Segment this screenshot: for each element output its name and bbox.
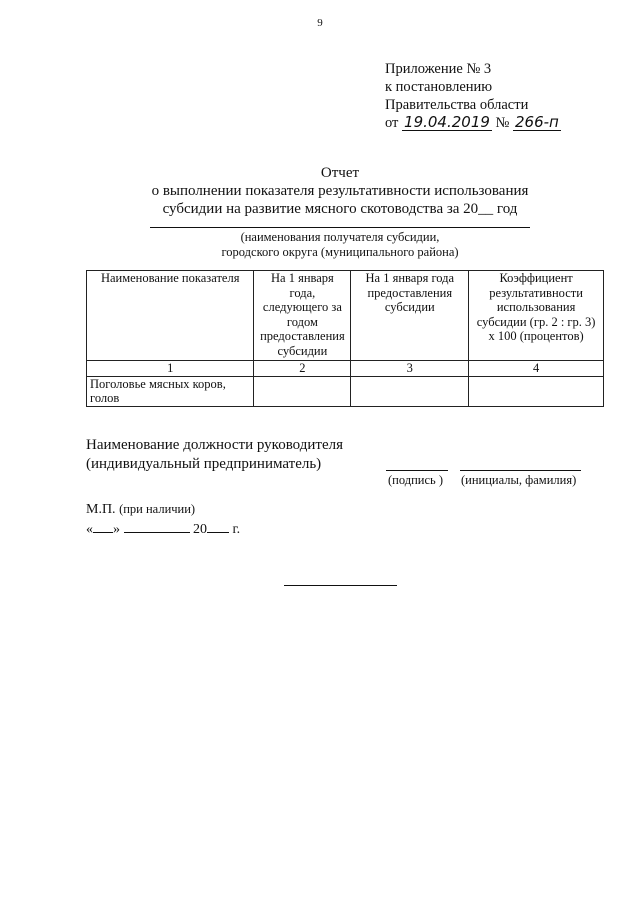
month-blank — [124, 520, 190, 533]
value-cell-next-year[interactable] — [254, 376, 351, 406]
appendix-authority: Правительства области — [385, 97, 529, 113]
signature-label: (подпись ) — [388, 473, 444, 487]
seal-note: (при наличии) — [119, 502, 196, 516]
header-current-year: На 1 января года предоставления субсидии — [351, 271, 469, 361]
recipient-caption — [150, 230, 530, 260]
year-prefix: 20 — [193, 522, 207, 537]
report-title-line2: о выполнении показателя результативности использования — [151, 183, 529, 199]
header-next-year: На 1 января года, следующего за годом предоставления субсидии — [254, 271, 351, 361]
value-cell-coefficient[interactable] — [469, 376, 604, 406]
table-header-row — [87, 271, 604, 361]
date-open-quote: « — [86, 522, 93, 537]
value-cell-current-year[interactable] — [351, 376, 469, 406]
year-blank — [207, 520, 229, 533]
signature-line — [386, 470, 448, 471]
column-number: 4 — [469, 361, 604, 377]
date-line — [86, 520, 240, 538]
report-table — [86, 270, 604, 407]
number-prefix: № — [495, 115, 510, 131]
head-position-line1: Наименование должности руководителя — [86, 437, 344, 453]
appendix-block — [385, 60, 561, 132]
date-prefix: от — [385, 115, 399, 131]
date-close-quote: » — [113, 522, 120, 537]
column-number: 2 — [254, 361, 351, 377]
head-position-line2: (индивидуальный предприниматель) — [86, 456, 322, 472]
indicator-cell: Поголовье мясных коров, голов — [87, 376, 254, 406]
recipient-caption-line1: (наименования получателя субсидии, — [240, 230, 440, 244]
column-number-row — [87, 361, 604, 377]
handwritten-number: 266-п — [515, 113, 559, 131]
head-position-block — [86, 436, 343, 474]
initials-label: (инициалы, фамилия) — [461, 473, 577, 487]
recipient-name-line — [150, 227, 530, 228]
column-number: 1 — [87, 361, 254, 377]
end-rule — [284, 585, 397, 586]
initials-line — [460, 470, 581, 471]
year-suffix: г. — [232, 522, 241, 537]
column-number: 3 — [351, 361, 469, 377]
report-title — [0, 164, 640, 218]
seal-block — [86, 500, 195, 519]
table-row — [87, 376, 604, 406]
header-indicator: Наименование показателя — [87, 271, 254, 361]
seal-mark: М.П. — [86, 502, 116, 517]
recipient-caption-line2: городского округа (муниципального района) — [221, 245, 459, 259]
appendix-date-number — [385, 114, 561, 132]
report-title-line3: субсидии на развитие мясного скотоводства за 20__ год — [162, 201, 518, 217]
header-coefficient: Коэффициент результативности использования субсидии (гр. 2 : гр. 3) x 100 (процентов) — [469, 271, 604, 361]
day-blank — [93, 520, 113, 533]
page-number: 9 — [317, 17, 323, 29]
handwritten-date: 19.04.2019 — [404, 113, 490, 131]
report-title-line1: Отчет — [320, 165, 360, 181]
appendix-reference: к постановлению — [385, 79, 493, 95]
appendix-title: Приложение № 3 — [385, 61, 492, 77]
